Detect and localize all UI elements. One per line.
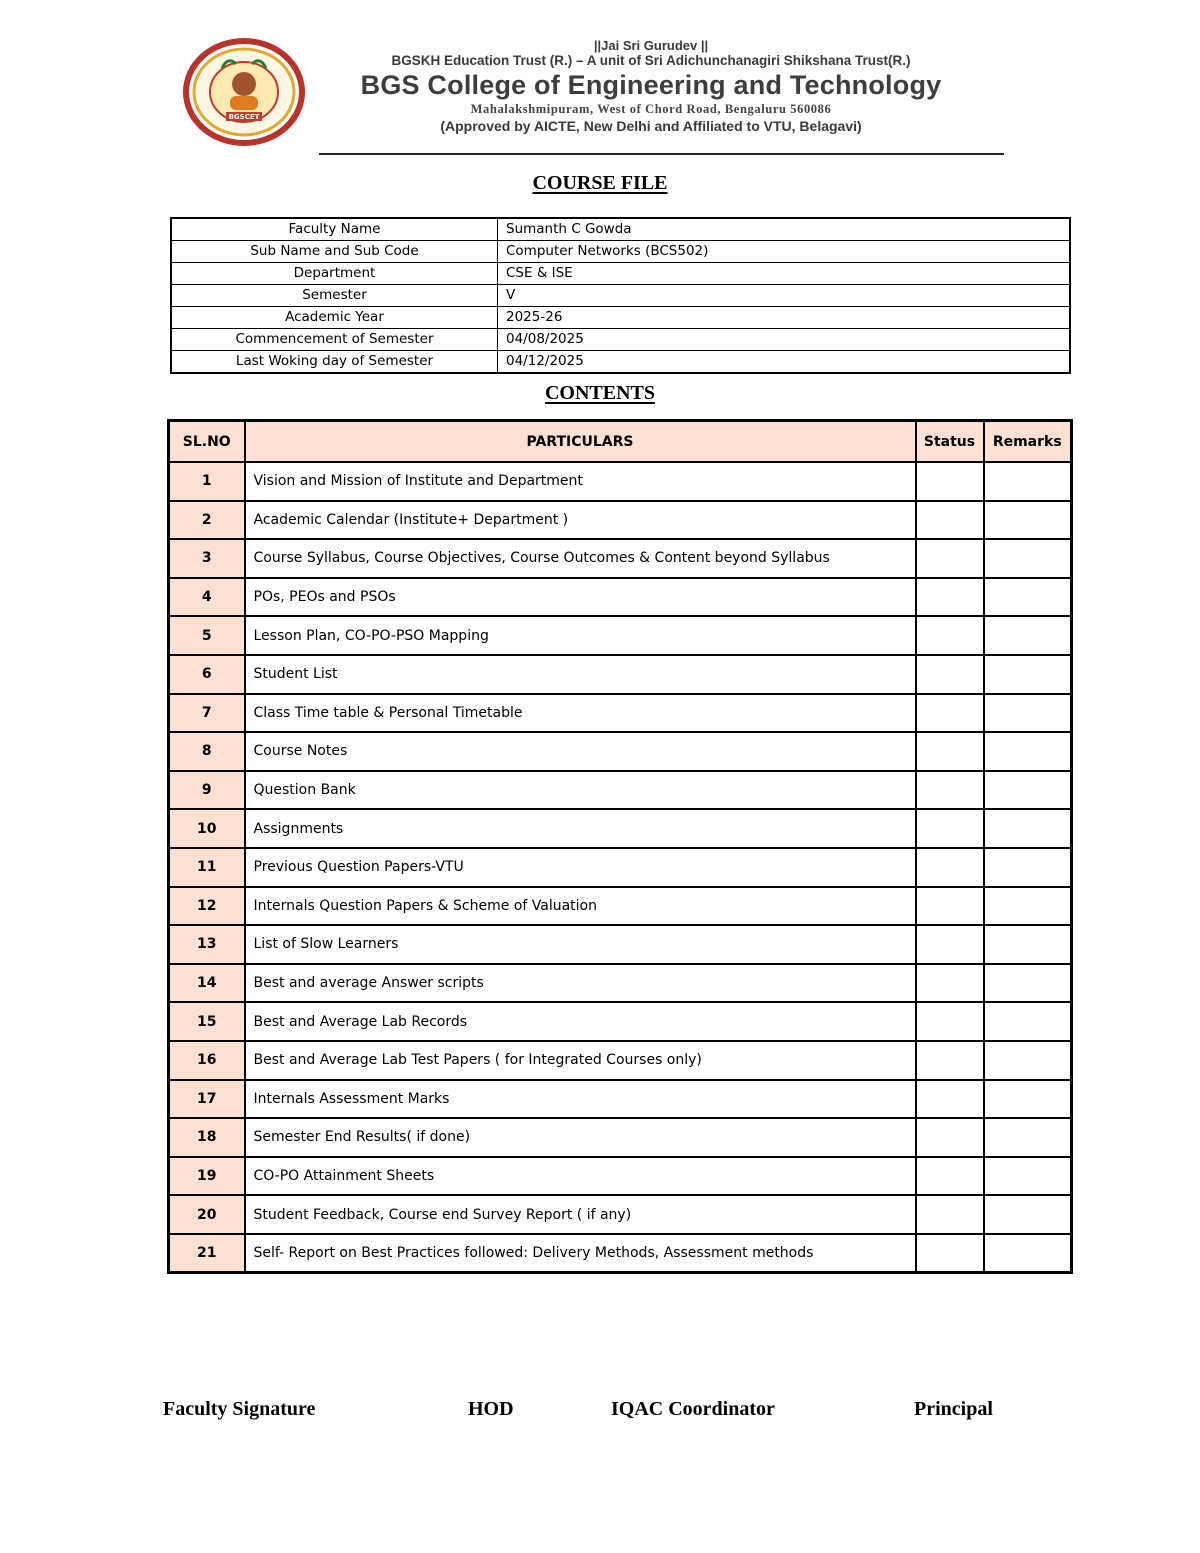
sl-no-cell: 12 [169, 887, 245, 926]
course-info-row [171, 329, 1070, 351]
remarks-cell [984, 771, 1072, 810]
faculty-signature-label: Faculty Signature [163, 1398, 316, 1420]
remarks-cell [984, 501, 1072, 540]
principal-signature-label: Principal [914, 1398, 993, 1420]
sl-no-cell: 19 [169, 1157, 245, 1196]
status-cell [916, 964, 984, 1003]
sl-no-cell: 14 [169, 964, 245, 1003]
course-info-row [171, 241, 1070, 263]
sl-no-cell: 1 [169, 462, 245, 501]
contents-row [169, 539, 1072, 578]
status-cell [916, 1041, 984, 1080]
remarks-header: Remarks [984, 421, 1072, 463]
remarks-cell [984, 964, 1072, 1003]
status-header: Status [916, 421, 984, 463]
course-info-row [171, 263, 1070, 285]
status-cell [916, 887, 984, 926]
seal-monogram: BGSCET [228, 113, 260, 121]
remarks-cell [984, 1041, 1072, 1080]
status-cell [916, 616, 984, 655]
sl-no-cell: 10 [169, 809, 245, 848]
contents-header-row [169, 421, 1072, 463]
sl-no-cell: 13 [169, 925, 245, 964]
contents-row [169, 964, 1072, 1003]
remarks-cell [984, 578, 1072, 617]
approval-line: (Approved by AICTE, New Delhi and Affiliated to VTU, Belagavi) [440, 118, 862, 134]
status-cell [916, 1234, 984, 1273]
particular-cell: Semester End Results( if done) [245, 1118, 916, 1157]
sl-no-cell: 17 [169, 1080, 245, 1119]
contents-row [169, 694, 1072, 733]
status-cell [916, 848, 984, 887]
particular-cell: Internals Question Papers & Scheme of Valuation [245, 887, 916, 926]
contents-row [169, 1080, 1072, 1119]
sl-no-cell: 3 [169, 539, 245, 578]
remarks-cell [984, 809, 1072, 848]
status-cell [916, 1195, 984, 1234]
contents-row [169, 887, 1072, 926]
course-file-title: COURSE FILE [532, 172, 668, 194]
sl-no-cell: 15 [169, 1002, 245, 1041]
contents-row [169, 1157, 1072, 1196]
status-cell [916, 925, 984, 964]
particular-cell: CO-PO Attainment Sheets [245, 1157, 916, 1196]
sl-no-cell: 16 [169, 1041, 245, 1080]
remarks-cell [984, 848, 1072, 887]
remarks-cell [984, 925, 1072, 964]
course-info-value: Sumanth C Gowda [498, 218, 1071, 241]
course-info-row [171, 307, 1070, 329]
contents-row [169, 771, 1072, 810]
contents-row [169, 462, 1072, 501]
particular-cell: Best and Average Lab Records [245, 1002, 916, 1041]
status-cell [916, 732, 984, 771]
sl-no-cell: 6 [169, 655, 245, 694]
contents-row [169, 925, 1072, 964]
course-info-label: Commencement of Semester [171, 329, 498, 351]
particular-cell: Course Notes [245, 732, 916, 771]
sl-no-cell: 2 [169, 501, 245, 540]
particular-cell: POs, PEOs and PSOs [245, 578, 916, 617]
particulars-header: PARTICULARS [245, 421, 916, 463]
header-divider [319, 153, 1004, 155]
contents-table [167, 419, 1073, 1274]
particular-cell: Class Time table & Personal Timetable [245, 694, 916, 733]
contents-row [169, 1195, 1072, 1234]
sl-no-cell: 8 [169, 732, 245, 771]
particular-cell: Assignments [245, 809, 916, 848]
sl-no-cell: 7 [169, 694, 245, 733]
contents-title: CONTENTS [544, 382, 656, 404]
course-info-label: Faculty Name [171, 218, 498, 241]
particular-cell: Best and Average Lab Test Papers ( for Integrated Courses only) [245, 1041, 916, 1080]
contents-row [169, 809, 1072, 848]
status-cell [916, 655, 984, 694]
course-info-value: V [498, 285, 1071, 307]
invocation-line: ||Jai Sri Gurudev || [593, 38, 709, 53]
status-cell [916, 694, 984, 733]
sl-no-cell: 21 [169, 1234, 245, 1273]
status-cell [916, 1080, 984, 1119]
particular-cell: List of Slow Learners [245, 925, 916, 964]
hod-signature-label: HOD [468, 1398, 514, 1420]
particular-cell: Vision and Mission of Institute and Department [245, 462, 916, 501]
course-info-row [171, 351, 1070, 374]
course-info-label: Academic Year [171, 307, 498, 329]
sl-no-cell: 20 [169, 1195, 245, 1234]
contents-row [169, 578, 1072, 617]
course-info-row [171, 218, 1070, 241]
status-cell [916, 771, 984, 810]
particular-cell: Lesson Plan, CO-PO-PSO Mapping [245, 616, 916, 655]
status-cell [916, 1002, 984, 1041]
remarks-cell [984, 655, 1072, 694]
particular-cell: Student List [245, 655, 916, 694]
course-info-value: 2025-26 [498, 307, 1071, 329]
particular-cell: Student Feedback, Course end Survey Report ( if any) [245, 1195, 916, 1234]
remarks-cell [984, 1195, 1072, 1234]
course-info-label: Semester [171, 285, 498, 307]
sl-no-cell: 9 [169, 771, 245, 810]
contents-row [169, 501, 1072, 540]
remarks-cell [984, 1234, 1072, 1273]
contents-row [169, 732, 1072, 771]
course-info-row [171, 285, 1070, 307]
particular-cell: Self- Report on Best Practices followed: Delivery Methods, Assessment methods [245, 1234, 916, 1273]
contents-row [169, 655, 1072, 694]
remarks-cell [984, 1080, 1072, 1119]
particular-cell: Course Syllabus, Course Objectives, Course Outcomes & Content beyond Syllabus [245, 539, 916, 578]
remarks-cell [984, 462, 1072, 501]
remarks-cell [984, 887, 1072, 926]
status-cell [916, 462, 984, 501]
sl-no-cell: 11 [169, 848, 245, 887]
status-cell [916, 1118, 984, 1157]
course-info-value: 04/12/2025 [498, 351, 1071, 374]
letterhead [316, 38, 986, 135]
status-cell [916, 539, 984, 578]
particular-cell: Academic Calendar (Institute+ Department ) [245, 501, 916, 540]
college-name: BGS College of Engineering and Technology [360, 70, 942, 100]
sl-no-cell: 5 [169, 616, 245, 655]
contents-row [169, 848, 1072, 887]
remarks-cell [984, 694, 1072, 733]
trust-line: BGSKH Education Trust (R.) – A unit of Sri Adichunchanagiri Shikshana Trust(R.) [391, 53, 911, 68]
particular-cell: Question Bank [245, 771, 916, 810]
contents-row [169, 1118, 1072, 1157]
course-info-value: CSE & ISE [498, 263, 1071, 285]
sl-no-header: SL.NO [169, 421, 245, 463]
course-info-value: Computer Networks (BCS502) [498, 241, 1071, 263]
remarks-cell [984, 539, 1072, 578]
remarks-cell [984, 616, 1072, 655]
particular-cell: Best and average Answer scripts [245, 964, 916, 1003]
college-logo [182, 38, 306, 146]
course-info-label: Department [171, 263, 498, 285]
remarks-cell [984, 732, 1072, 771]
remarks-cell [984, 1118, 1072, 1157]
contents-row [169, 1002, 1072, 1041]
iqac-signature-label: IQAC Coordinator [611, 1398, 775, 1420]
course-info-label: Sub Name and Sub Code [171, 241, 498, 263]
course-info-table [170, 217, 1071, 374]
status-cell [916, 809, 984, 848]
remarks-cell [984, 1002, 1072, 1041]
course-info-label: Last Woking day of Semester [171, 351, 498, 374]
contents-row [169, 616, 1072, 655]
remarks-cell [984, 1157, 1072, 1196]
college-address: Mahalakshmipuram, West of Chord Road, Bengaluru 560086 [470, 102, 832, 116]
college-seal-icon [182, 38, 306, 146]
status-cell [916, 1157, 984, 1196]
particular-cell: Internals Assessment Marks [245, 1080, 916, 1119]
sl-no-cell: 4 [169, 578, 245, 617]
contents-row [169, 1041, 1072, 1080]
particular-cell: Previous Question Papers-VTU [245, 848, 916, 887]
sl-no-cell: 18 [169, 1118, 245, 1157]
status-cell [916, 578, 984, 617]
status-cell [916, 501, 984, 540]
course-info-value: 04/08/2025 [498, 329, 1071, 351]
contents-row [169, 1234, 1072, 1273]
